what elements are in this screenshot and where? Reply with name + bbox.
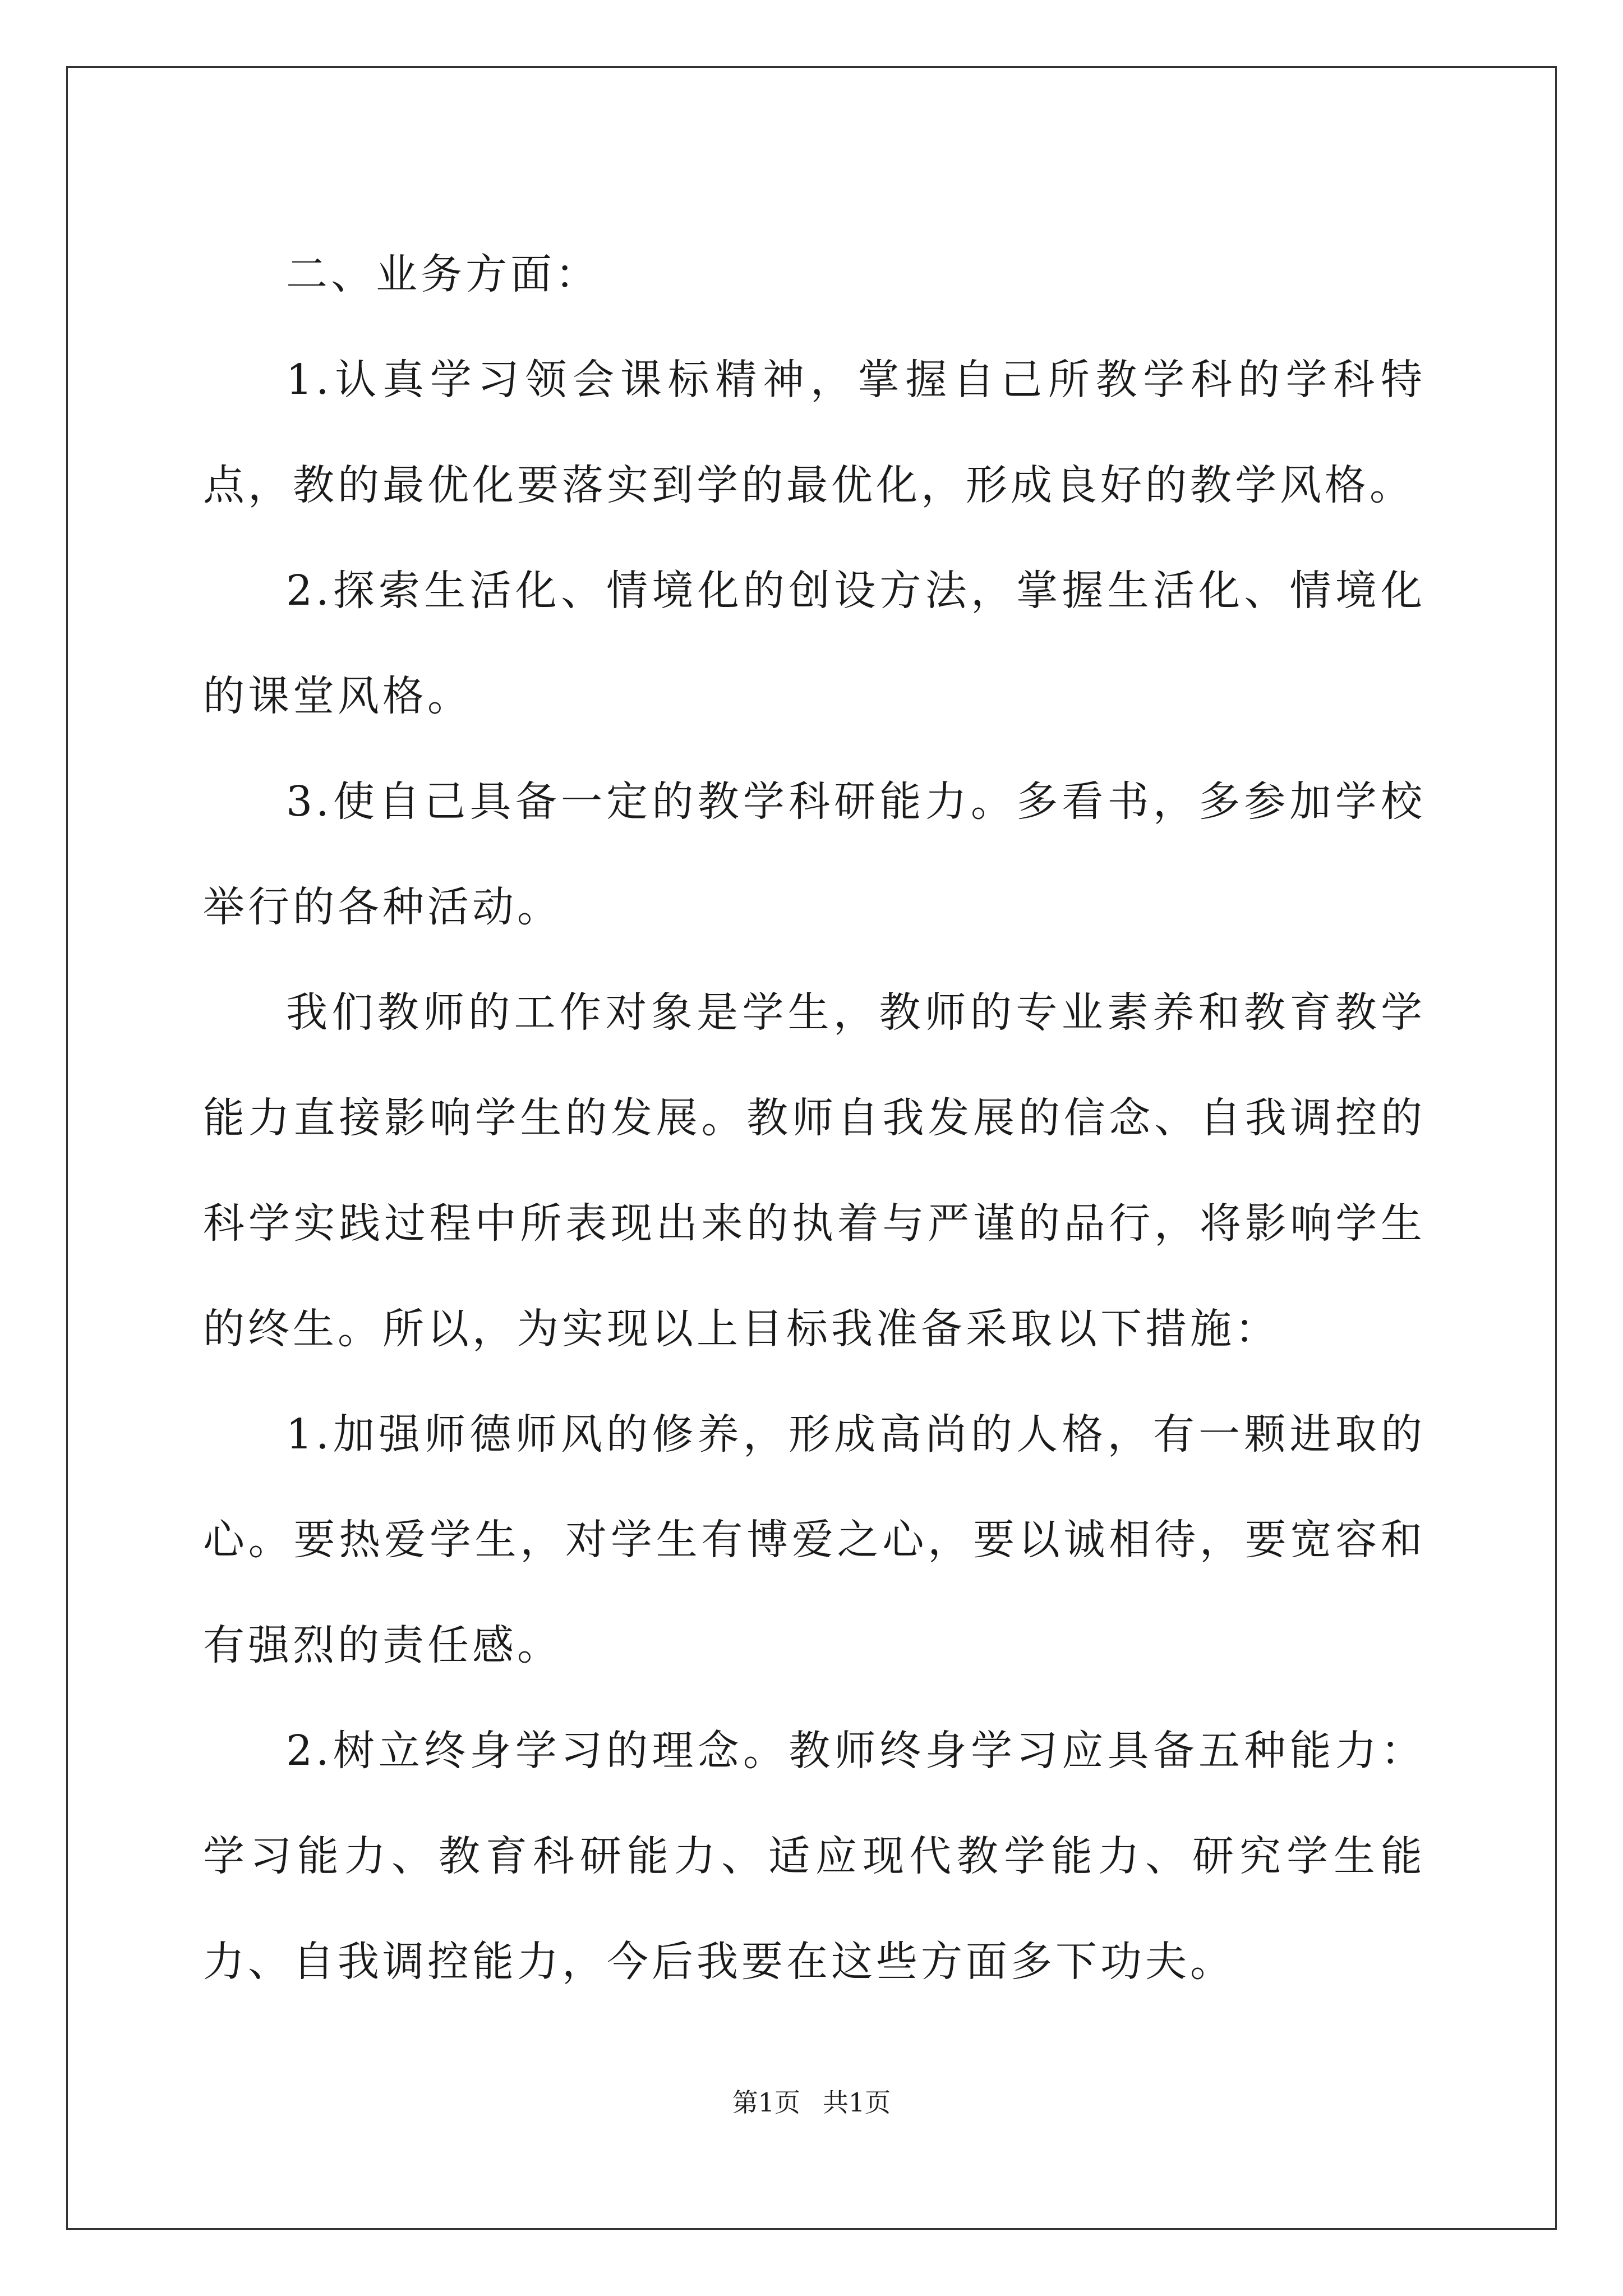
document-body <box>203 222 1426 2014</box>
paragraph: 1.认真学习领会课标精神，掌握自己所教学科的学科特点，教的最优化要落实到学的最优化，形成良好的教学风格。 <box>203 356 1426 509</box>
page-footer <box>0 2082 1623 2119</box>
paragraph: 2.树立终身学习的理念。教师终身学习应具备五种能力：学习能力、教育科研能力、适应现代教学能力、研究学生能力、自我调控能力，今后我要在这些方面多下功夫。 <box>203 1727 1426 1986</box>
paragraph: 2.探索生活化、情境化的创设方法，掌握生活化、情境化的课堂风格。 <box>203 567 1426 720</box>
page-number: 第1页 <box>732 2087 800 2118</box>
paragraph: 1.加强师德师风的修养，形成高尚的人格，有一颗进取的心。要热爱学生，对学生有博爱之心，要以诚相待，要宽容和有强烈的责任感。 <box>203 1410 1426 1669</box>
paragraph: 我们教师的工作对象是学生，教师的专业素养和教育教学能力直接影响学生的发展。教师自我发展的信念、自我调控的科学实践过程中所表现出来的执着与严谨的品行，将影响学生的终生。所以，为实现以上目标我准备采取以下措施： <box>203 988 1426 1353</box>
page-total: 共1页 <box>823 2087 891 2118</box>
paragraph: 3.使自己具备一定的教学科研能力。多看书，多参加学校举行的各种活动。 <box>203 777 1426 931</box>
section-heading: 二、业务方面： <box>286 250 600 298</box>
